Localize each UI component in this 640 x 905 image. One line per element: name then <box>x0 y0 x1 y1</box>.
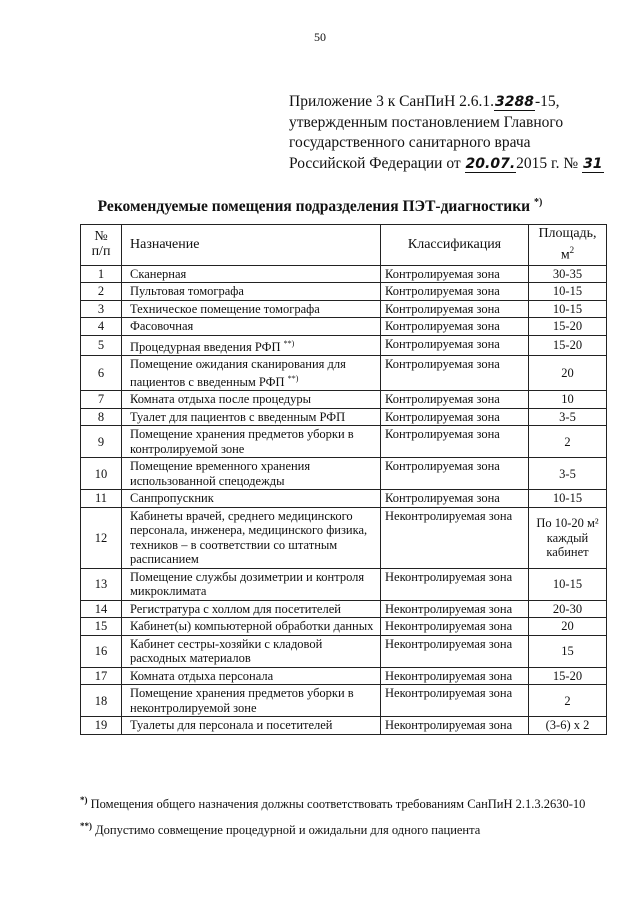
appendix-line-1: Приложение 3 к СанПиН 2.6.1.3288-15, <box>289 93 560 110</box>
premises-table <box>80 224 607 735</box>
room-area: 3-5 <box>529 408 607 426</box>
page-number: 50 <box>314 30 326 44</box>
room-area: 20-30 <box>529 600 607 618</box>
table-row <box>81 635 607 667</box>
room-purpose: Фасовочная <box>122 318 381 336</box>
room-area: 20 <box>529 356 607 391</box>
room-purpose: Кабинет(ы) компьютерной обработки данных <box>122 618 381 636</box>
table-row <box>81 391 607 409</box>
room-purpose: Сканерная <box>122 265 381 283</box>
room-area: 2 <box>529 426 607 458</box>
row-number: 6 <box>81 356 122 391</box>
handwritten-sanpin-number: 3288 <box>495 94 535 110</box>
table-row <box>81 717 607 735</box>
header-purpose: Назначение <box>122 225 381 266</box>
header-area: Площадь, $м^2$ <box>529 225 607 266</box>
zone-classification: Контролируемая зона <box>381 408 529 426</box>
table-row <box>81 458 607 490</box>
table-row <box>81 426 607 458</box>
row-number: 19 <box>81 717 122 735</box>
zone-classification: Неконтролируемая зона <box>381 507 529 568</box>
table-row <box>81 618 607 636</box>
room-area: 10-15 <box>529 283 607 301</box>
room-area: 10-15 <box>529 300 607 318</box>
row-number: 5 <box>81 335 122 356</box>
row-number: 18 <box>81 685 122 717</box>
appendix-line-2: утвержденным постановлением Главного <box>289 113 564 131</box>
table-row <box>81 600 607 618</box>
header-number: № п/п <box>81 225 122 266</box>
zone-classification: Контролируемая зона <box>381 458 529 490</box>
zone-classification: Контролируемая зона <box>381 300 529 318</box>
title-footnote-mark: *) <box>533 197 543 208</box>
handwritten-decree-number: 31 <box>583 155 603 172</box>
room-purpose: Помещение ожидания сканирования для пациентов с введенным РФП **) <box>122 356 381 391</box>
row-number: 14 <box>81 600 122 618</box>
room-purpose: Туалеты для персонала и посетителей <box>122 717 381 735</box>
table-row <box>81 667 607 685</box>
table-body <box>81 265 607 734</box>
room-purpose: Помещение хранения предметов уборки в контролируемой зоне <box>122 426 381 458</box>
room-area: 20 <box>529 618 607 636</box>
table-row <box>81 335 607 356</box>
room-area: (3-6) х 2 <box>529 717 607 735</box>
handwritten-date: 20.07. <box>465 155 516 172</box>
table-row <box>81 356 607 391</box>
zone-classification: Контролируемая зона <box>381 318 529 336</box>
table-row <box>81 568 607 600</box>
table-row <box>81 685 607 717</box>
room-purpose: Комната отдыха после процедуры <box>122 391 381 409</box>
zone-classification: Неконтролируемая зона <box>381 600 529 618</box>
zone-classification: Неконтролируемая зона <box>381 635 529 667</box>
zone-classification: Контролируемая зона <box>381 283 529 301</box>
room-area: 15-20 <box>529 667 607 685</box>
room-purpose: Туалет для пациентов с введенным РФП <box>122 408 381 426</box>
row-number: 16 <box>81 635 122 667</box>
row-number: 12 <box>81 507 122 568</box>
row-number: 15 <box>81 618 122 636</box>
room-purpose: Пультовая томографа <box>122 283 381 301</box>
room-area: 15-20 <box>529 318 607 336</box>
zone-classification: Контролируемая зона <box>381 426 529 458</box>
room-area: 2 <box>529 685 607 717</box>
room-purpose: Процедурная введения РФП **) <box>122 335 381 356</box>
row-number: 13 <box>81 568 122 600</box>
table-header-row <box>81 225 607 266</box>
row-number: 2 <box>81 283 122 301</box>
row-number: 17 <box>81 667 122 685</box>
zone-classification: Контролируемая зона <box>381 490 529 508</box>
room-area: 3-5 <box>529 458 607 490</box>
row-number: 10 <box>81 458 122 490</box>
appendix-line-4: Российской Федерации от 20.07.2015 г. № 31 <box>289 154 603 172</box>
header-classification: Классификация <box>381 225 529 266</box>
room-area: 15 <box>529 635 607 667</box>
room-purpose: Помещение временного хранения использованной спецодежды <box>122 458 381 490</box>
row-number: 9 <box>81 426 122 458</box>
row-number: 3 <box>81 300 122 318</box>
room-purpose: Санпропускник <box>122 490 381 508</box>
zone-classification: Неконтролируемая зона <box>381 568 529 600</box>
room-area: 30-35 <box>529 265 607 283</box>
table-row <box>81 300 607 318</box>
zone-classification: Контролируемая зона <box>381 356 529 391</box>
zone-classification: Контролируемая зона <box>381 265 529 283</box>
table-row <box>81 507 607 568</box>
table-row <box>81 265 607 283</box>
row-number: 8 <box>81 408 122 426</box>
zone-classification: Неконтролируемая зона <box>381 618 529 636</box>
room-area: 15-20 <box>529 335 607 356</box>
zone-classification: Неконтролируемая зона <box>381 685 529 717</box>
row-number: 7 <box>81 391 122 409</box>
row-footnote-mark: **) <box>287 373 299 383</box>
room-area: 10 <box>529 391 607 409</box>
document-title: Рекомендуемые помещения подразделения ПЭТ-диагностики *) <box>97 197 543 216</box>
table-row <box>81 490 607 508</box>
room-purpose: Регистратура с холлом для посетителей <box>122 600 381 618</box>
room-area: 10-15 <box>529 490 607 508</box>
room-purpose: Кабинеты врачей, среднего медицинского персонала, инженера, медицинского физика, техников – в соответствии со штатным расписанием <box>122 507 381 568</box>
zone-classification: Контролируемая зона <box>381 335 529 356</box>
table-row <box>81 318 607 336</box>
room-area: По 10-20 м² каждый кабинет <box>529 507 607 568</box>
footnote-2: **) Допустимо совмещение процедурной и ожидальни для одного пациента <box>80 821 481 838</box>
room-purpose: Комната отдыха персонала <box>122 667 381 685</box>
table-row <box>81 408 607 426</box>
footnotes <box>80 789 620 841</box>
zone-classification: Контролируемая зона <box>381 391 529 409</box>
room-purpose: Помещение хранения предметов уборки в неконтролируемой зоне <box>122 685 381 717</box>
row-footnote-mark: **) <box>283 338 295 348</box>
appendix-header <box>289 92 604 174</box>
zone-classification: Неконтролируемая зона <box>381 667 529 685</box>
footnote-1: *) Помещения общего назначения должны соответствовать требованиям СанПиН 2.1.3.2630-10 <box>80 795 586 812</box>
room-purpose: Помещение службы дозиметрии и контроля микроклимата <box>122 568 381 600</box>
zone-classification: Неконтролируемая зона <box>381 717 529 735</box>
row-number: 11 <box>81 490 122 508</box>
room-area: 10-15 <box>529 568 607 600</box>
table-row <box>81 283 607 301</box>
appendix-line-3: государственного санитарного врача <box>289 134 531 151</box>
row-number: 4 <box>81 318 122 336</box>
room-purpose: Кабинет сестры-хозяйки с кладовой расходных материалов <box>122 635 381 667</box>
room-purpose: Техническое помещение томографа <box>122 300 381 318</box>
row-number: 1 <box>81 265 122 283</box>
